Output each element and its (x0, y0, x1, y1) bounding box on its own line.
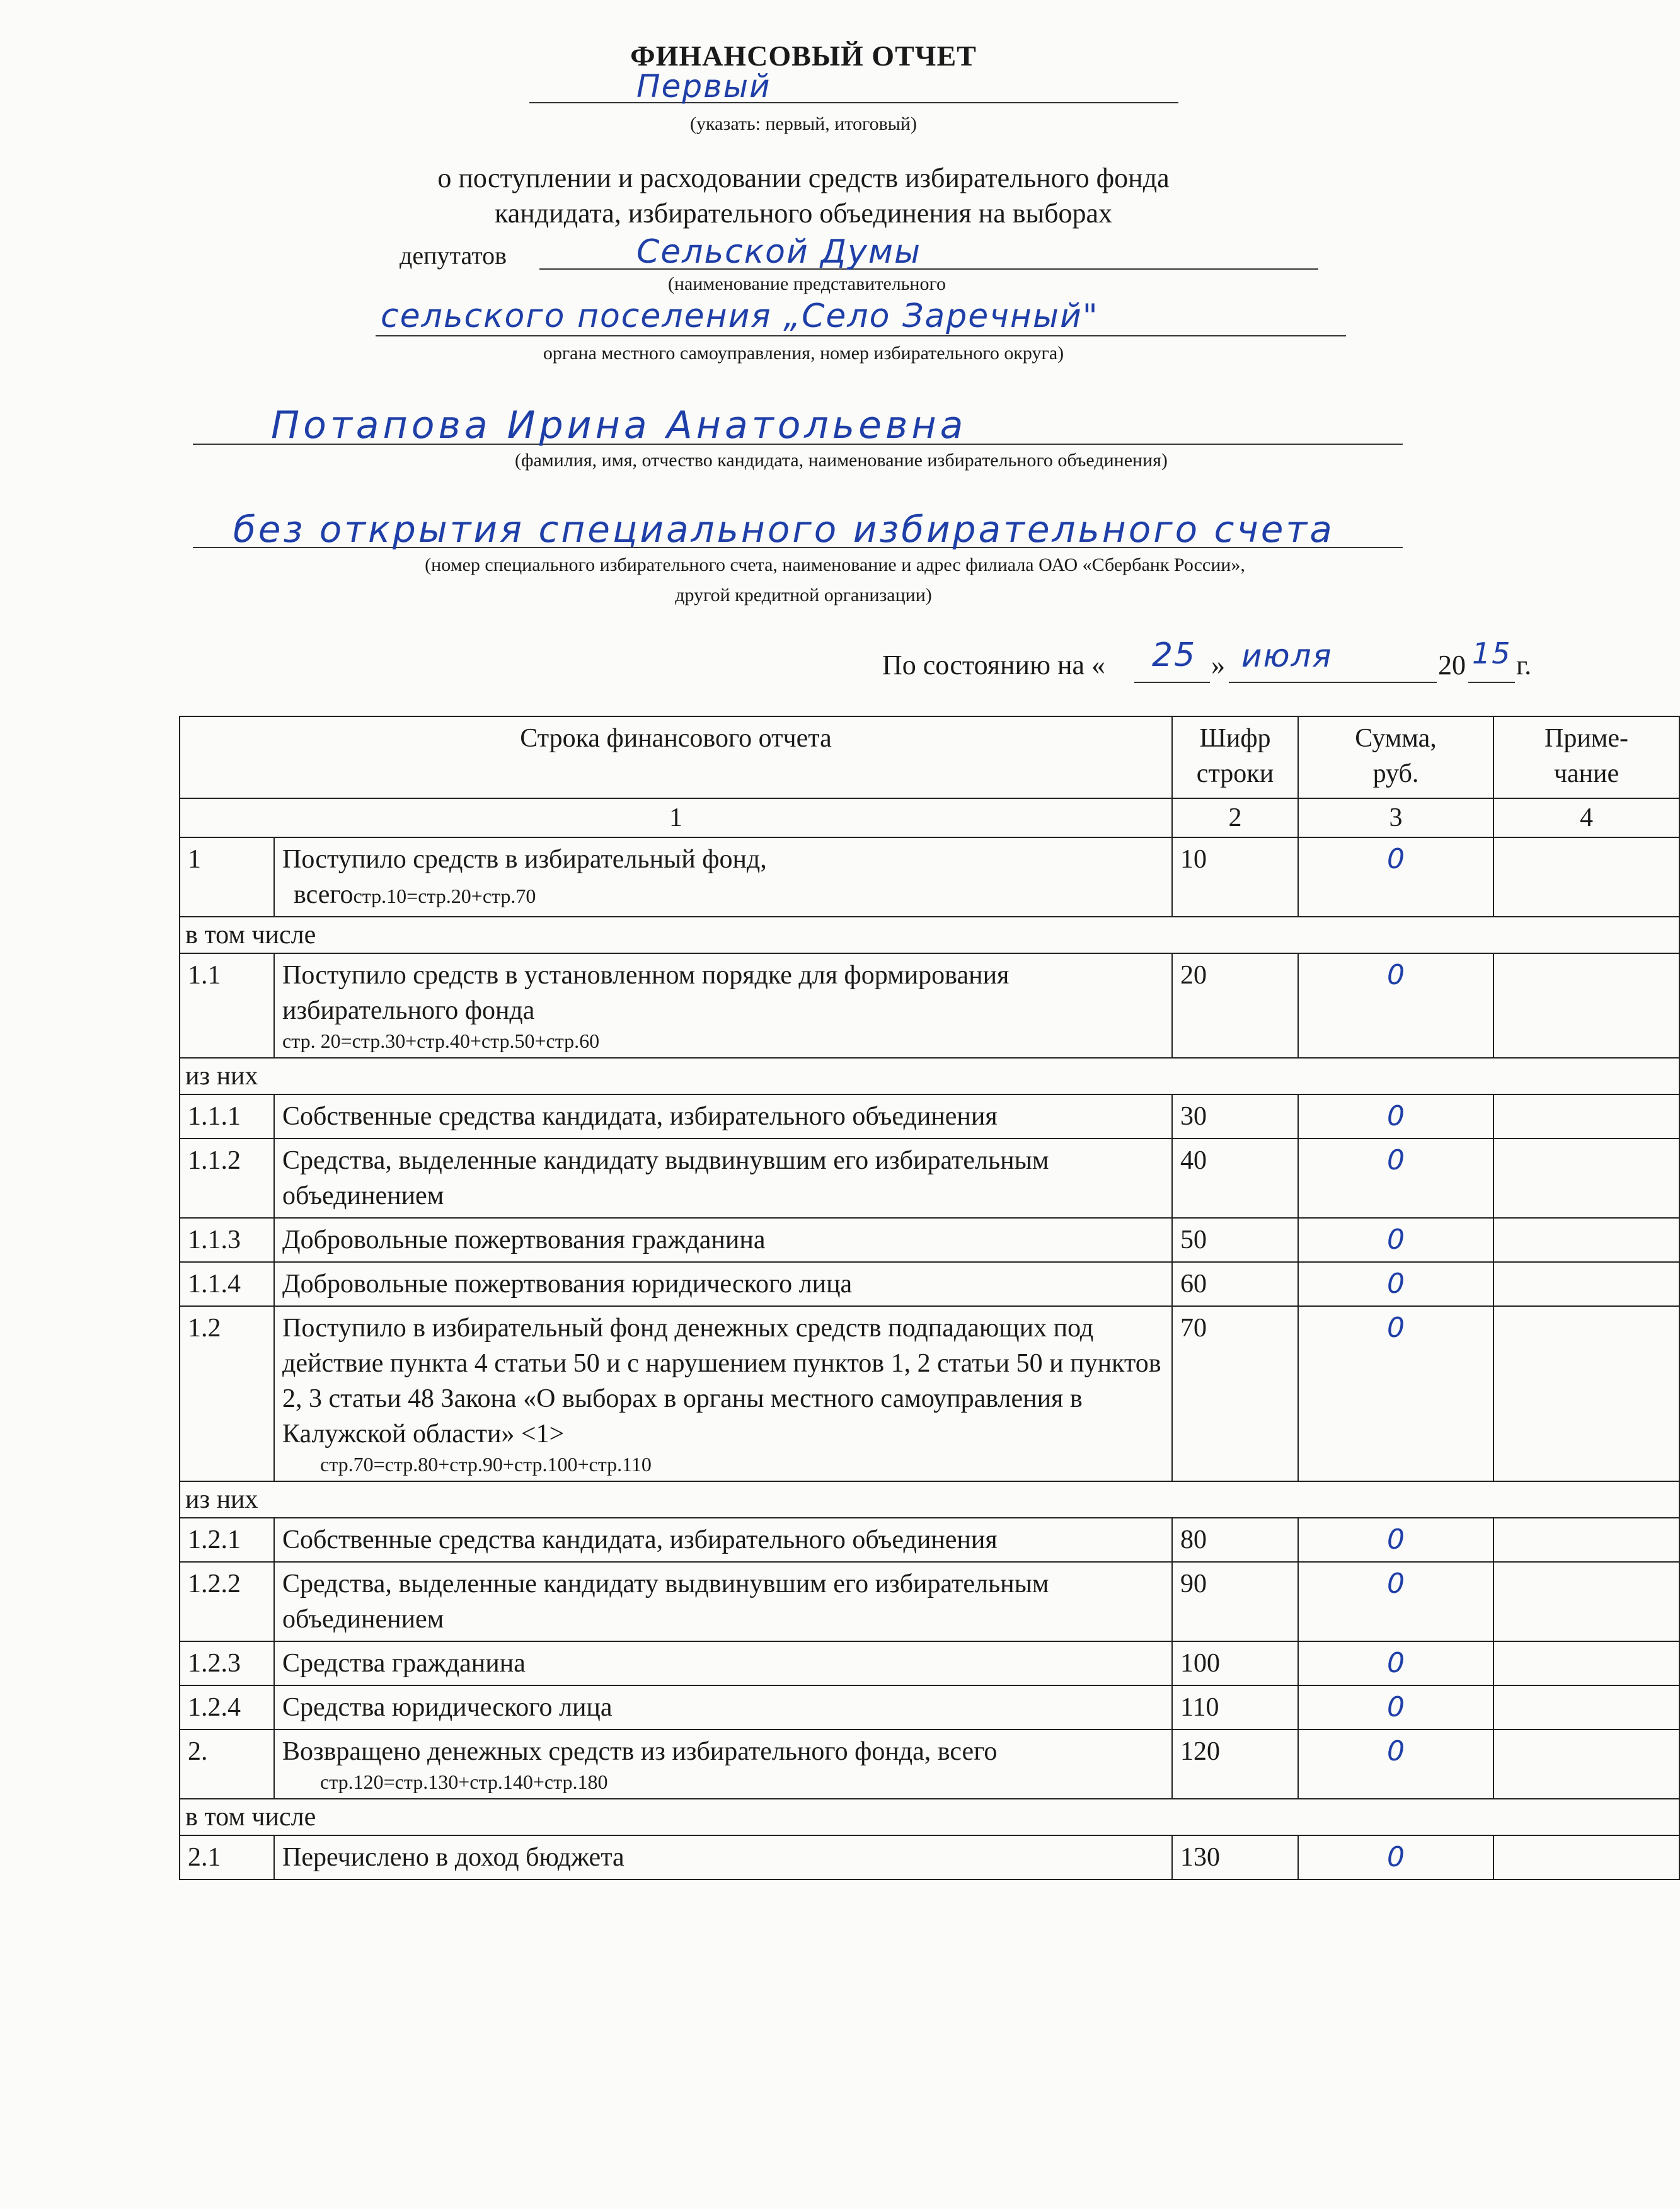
row-text: Средства юридического лица (274, 1685, 1172, 1730)
date-year-suffix: 15 (1472, 636, 1512, 670)
col-number-3: 3 (1298, 798, 1493, 837)
row-code: 10 (1172, 837, 1298, 917)
intro-line-2: кандидата, избирательного объединения на выборах (495, 198, 1112, 229)
row-note (1493, 1730, 1679, 1799)
row-code: 90 (1172, 1562, 1298, 1641)
row-formula: стр. 20=стр.30+стр.40+стр.50+стр.60 (282, 1030, 600, 1052)
row-sum: 0 (1298, 1094, 1493, 1139)
settlement-value: сельского поселения „Село Заречный" (381, 297, 1099, 335)
row-code: 30 (1172, 1094, 1298, 1139)
column-number-row (180, 798, 1679, 837)
row-text: Добровольные пожертвования гражданина (274, 1218, 1172, 1262)
row-number: 1.1.3 (180, 1218, 274, 1262)
section-row (180, 917, 1679, 953)
row-number: 1.1.2 (180, 1139, 274, 1218)
financial-report-table (179, 716, 1680, 1880)
table-row (180, 1685, 1679, 1730)
date-day: 25 (1152, 636, 1197, 674)
row-text-main: Поступило средств в избирательный фонд, (282, 845, 767, 874)
row-formula: стр.120=стр.130+стр.140+стр.180 (320, 1770, 608, 1793)
row-number: 1.2.4 (180, 1685, 274, 1730)
row-number: 2.1 (180, 1835, 274, 1879)
row-code: 130 (1172, 1835, 1298, 1879)
row-sum: 0 (1298, 1262, 1493, 1306)
table-row (180, 953, 1679, 1058)
section-label: из них (180, 1058, 1679, 1094)
header-line: Строка финансового отчета (180, 716, 1172, 798)
account-caption-1: (номер специального избирательного счета, наименование и адрес филиала ОАО «Сбербанк России», (425, 554, 1245, 575)
header-code-l2: строки (1196, 759, 1274, 788)
table-header-row (180, 716, 1679, 798)
body-value: Сельской Думы (636, 233, 922, 271)
row-text (274, 1730, 1172, 1799)
report-title: ФИНАНСОВЫЙ ОТЧЕТ (630, 40, 977, 72)
row-code: 60 (1172, 1262, 1298, 1306)
row-note (1493, 1139, 1679, 1218)
row-note (1493, 1262, 1679, 1306)
col-number-4: 4 (1493, 798, 1679, 837)
row-sum: 0 (1298, 837, 1493, 917)
date-end: г. (1516, 650, 1532, 680)
candidate-value: Потапова Ирина Анатольевна (271, 403, 967, 447)
row-number: 1.2.2 (180, 1562, 274, 1641)
date-month: июля (1241, 638, 1333, 674)
row-code: 110 (1172, 1685, 1298, 1730)
row-note (1493, 1306, 1679, 1481)
date-month-line (1229, 682, 1437, 683)
row-formula: стр.10=стр.20+стр.70 (353, 885, 536, 907)
row-number: 1.1 (180, 953, 274, 1058)
row-formula: стр.70=стр.80+стр.90+стр.100+стр.110 (320, 1453, 652, 1476)
table-row (180, 837, 1679, 917)
header-note-l1: Приме- (1544, 724, 1628, 753)
date-year-line (1468, 682, 1515, 683)
section-row (180, 1481, 1679, 1518)
row-code: 70 (1172, 1306, 1298, 1481)
row-number: 1.2 (180, 1306, 274, 1481)
account-caption-2: другой кредитной организации) (675, 585, 932, 605)
report-kind-value: Первый (636, 68, 771, 105)
table-row (180, 1730, 1679, 1799)
settlement-line (376, 335, 1346, 336)
row-code: 120 (1172, 1730, 1298, 1799)
row-note (1493, 1218, 1679, 1262)
row-text-2: всего (294, 880, 354, 909)
intro-line-1: о поступлении и расходовании средств избирательного фонда (437, 163, 1170, 193)
row-sum: 0 (1298, 1518, 1493, 1562)
row-sum: 0 (1298, 1306, 1493, 1481)
row-number: 1 (180, 837, 274, 917)
row-sum: 0 (1298, 1730, 1493, 1799)
table-row (180, 1306, 1679, 1481)
row-number: 1.1.4 (180, 1262, 274, 1306)
row-note (1493, 1518, 1679, 1562)
header-sum-l1: Сумма, (1355, 724, 1437, 753)
table-row (180, 1518, 1679, 1562)
row-sum: 0 (1298, 1562, 1493, 1641)
header-sum-l2: руб. (1372, 759, 1419, 788)
header-code (1172, 716, 1298, 798)
settlement-caption: органа местного самоуправления, номер избирательного округа) (543, 343, 1064, 364)
row-number: 1.2.1 (180, 1518, 274, 1562)
section-label: в том числе (180, 917, 1679, 953)
row-code: 50 (1172, 1218, 1298, 1262)
row-number: 2. (180, 1730, 274, 1799)
table-row (180, 1094, 1679, 1139)
row-code: 40 (1172, 1139, 1298, 1218)
table-row (180, 1835, 1679, 1879)
header-code-l1: Шифр (1199, 724, 1271, 753)
row-note (1493, 1094, 1679, 1139)
header-note-l2: чание (1553, 759, 1620, 788)
date-prefix: По состоянию на « (882, 650, 1106, 680)
section-row (180, 1058, 1679, 1094)
header-note (1493, 716, 1679, 798)
deputies-label: депутатов (400, 241, 507, 270)
row-code: 100 (1172, 1641, 1298, 1685)
row-sum: 0 (1298, 1139, 1493, 1218)
row-sum: 0 (1298, 953, 1493, 1058)
row-sum: 0 (1298, 1685, 1493, 1730)
row-note (1493, 1641, 1679, 1685)
section-label: из них (180, 1481, 1679, 1518)
row-text (274, 837, 1172, 917)
row-note (1493, 953, 1679, 1058)
row-code: 20 (1172, 953, 1298, 1058)
table-row (180, 1262, 1679, 1306)
body-caption: (наименование представительного (668, 273, 946, 294)
row-sum: 0 (1298, 1218, 1493, 1262)
row-note (1493, 837, 1679, 917)
table-row (180, 1641, 1679, 1685)
row-note (1493, 1562, 1679, 1641)
date-day-line (1134, 682, 1210, 683)
row-text-main: Поступило в избирательный фонд денежных средств подпадающих под действие пункта 4 статьи 50 и с нарушением пунктов 1, 2 статьи 50 и пунктов 2, 3 статьи 48 Закона «О выборах в органы местного самоуправления в Калужской области» <1> (282, 1314, 1161, 1449)
row-text: Перечислено в доход бюджета (274, 1835, 1172, 1879)
col-number-1: 1 (180, 798, 1172, 837)
row-sum: 0 (1298, 1641, 1493, 1685)
candidate-caption: (фамилия, имя, отчество кандидата, наименование избирательного объединения) (515, 450, 1168, 471)
row-text: Средства гражданина (274, 1641, 1172, 1685)
row-sum: 0 (1298, 1835, 1493, 1879)
date-year-prefix: 20 (1438, 650, 1466, 680)
report-kind-line (529, 102, 1178, 103)
row-text (274, 1306, 1172, 1481)
row-text: Добровольные пожертвования юридического лица (274, 1262, 1172, 1306)
account-value: без открытия специального избирательного счета (233, 508, 1335, 551)
table-row (180, 1562, 1679, 1641)
row-text: Собственные средства кандидата, избирательного объединения (274, 1094, 1172, 1139)
section-row (180, 1799, 1679, 1835)
row-note (1493, 1835, 1679, 1879)
row-text: Собственные средства кандидата, избирательного объединения (274, 1518, 1172, 1562)
report-kind-caption: (указать: первый, итоговый) (690, 113, 917, 134)
col-number-2: 2 (1172, 798, 1298, 837)
section-label: в том числе (180, 1799, 1679, 1835)
row-note (1493, 1685, 1679, 1730)
date-mid: » (1211, 650, 1225, 680)
row-text: Средства, выделенные кандидату выдвинувшим его избирательным объединением (274, 1562, 1172, 1641)
row-text (274, 953, 1172, 1058)
row-number: 1.1.1 (180, 1094, 274, 1139)
row-text-main: Поступило средств в установленном порядке для формирования избирательного фонда (282, 961, 1010, 1025)
table-row (180, 1218, 1679, 1262)
header-sum (1298, 716, 1493, 798)
row-number: 1.2.3 (180, 1641, 274, 1685)
row-text: Средства, выделенные кандидату выдвинувшим его избирательным объединением (274, 1139, 1172, 1218)
table-row (180, 1139, 1679, 1218)
row-text-main: Возвращено денежных средств из избирательного фонда, всего (282, 1737, 998, 1766)
row-code: 80 (1172, 1518, 1298, 1562)
